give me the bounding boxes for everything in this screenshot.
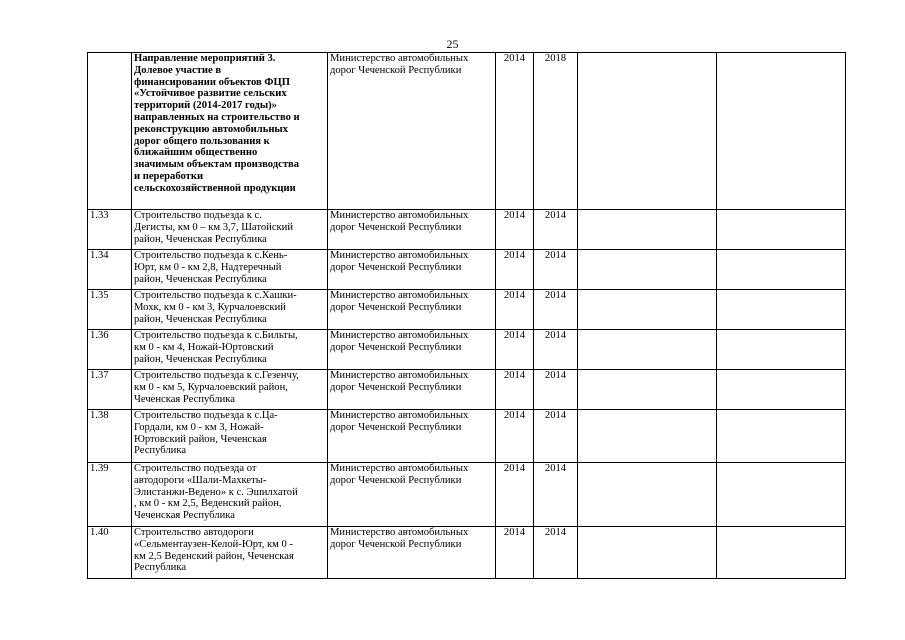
row-ministry: Министерство автомобильных дорог Чеченской Республики [328, 330, 496, 370]
row-number: 1.34 [88, 250, 132, 290]
row-empty-cell [578, 527, 717, 579]
row-empty-cell [717, 250, 846, 290]
row-number: 1.33 [88, 210, 132, 250]
table-row [88, 463, 846, 527]
row-number: 1.38 [88, 410, 132, 463]
row-number: 1.36 [88, 330, 132, 370]
row-empty-cell [578, 250, 717, 290]
row-number: 1.39 [88, 463, 132, 527]
row-number: 1.40 [88, 527, 132, 579]
table-row [88, 330, 846, 370]
row-start-year: 2014 [496, 370, 534, 410]
table-row [88, 53, 846, 210]
table-row [88, 410, 846, 463]
row-ministry: Министерство автомобильных дорог Чеченской Республики [328, 210, 496, 250]
row-end-year: 2014 [534, 527, 578, 579]
row-description: Строительство подъезда к с.Кень- Юрт, км 0 - км 2,8, Надтеречный район, Чеченская Республика [132, 250, 328, 290]
row-number [88, 53, 132, 210]
row-ministry: Министерство автомобильных дорог Чеченской Республики [328, 290, 496, 330]
row-empty-cell [717, 370, 846, 410]
row-description: Строительство подъезда к с.Ца- Гордали, км 0 - км 3, Ножай- Юртовский район, Чеченская Республика [132, 410, 328, 463]
row-description: Строительство подъезда к с. Дегисты, км 0 – км 3,7, Шатойский район, Чеченская Республика [132, 210, 328, 250]
table-row [88, 250, 846, 290]
row-ministry: Министерство автомобильных дорог Чеченской Республики [328, 370, 496, 410]
row-end-year: 2014 [534, 210, 578, 250]
row-end-year: 2014 [534, 370, 578, 410]
row-empty-cell [578, 53, 717, 210]
table-row [88, 210, 846, 250]
row-start-year: 2014 [496, 330, 534, 370]
row-ministry: Министерство автомобильных дорог Чеченской Республики [328, 250, 496, 290]
row-ministry: Министерство автомобильных дорог Чеченской Республики [328, 410, 496, 463]
row-end-year: 2014 [534, 290, 578, 330]
row-description: Строительство подъезда к с.Гезенчу, км 0 - км 5, Курчалоевский район, Чеченская Республика [132, 370, 328, 410]
row-start-year: 2014 [496, 463, 534, 527]
row-end-year: 2018 [534, 53, 578, 210]
table-row [88, 370, 846, 410]
page-number: 25 [446, 37, 459, 51]
row-empty-cell [717, 463, 846, 527]
row-number: 1.35 [88, 290, 132, 330]
table-row [88, 290, 846, 330]
row-end-year: 2014 [534, 330, 578, 370]
row-start-year: 2014 [496, 527, 534, 579]
row-empty-cell [717, 410, 846, 463]
row-description: Строительство подъезда к с.Бильты, км 0 - км 4, Ножай-Юртовский район, Чеченская Республика [132, 330, 328, 370]
table-body [88, 53, 846, 579]
row-empty-cell [717, 290, 846, 330]
row-start-year: 2014 [496, 53, 534, 210]
row-empty-cell [717, 330, 846, 370]
row-empty-cell [578, 463, 717, 527]
row-ministry: Министерство автомобильных дорог Чеченской Республики [328, 463, 496, 527]
row-empty-cell [578, 370, 717, 410]
row-empty-cell [717, 527, 846, 579]
row-ministry: Министерство автомобильных дорог Чеченской Республики [328, 53, 496, 210]
row-start-year: 2014 [496, 410, 534, 463]
measures-table [87, 52, 846, 579]
row-end-year: 2014 [534, 250, 578, 290]
row-empty-cell [578, 290, 717, 330]
row-start-year: 2014 [496, 290, 534, 330]
row-description: Строительство автодороги «Сельментаузен-Келой-Юрт, км 0 - км 2,5 Веденский район, Чеченская Республика [132, 527, 328, 579]
row-end-year: 2014 [534, 463, 578, 527]
table-row [88, 527, 846, 579]
row-description: Направление мероприятий 3. Долевое участие в финансировании объектов ФЦП «Устойчивое развитие сельских территорий (2014-2017 годы)» направленных на строительство и реконструкцию автомобильных дорог общего пользования к ближайшим общественно значимым объектам производства и переработки сельскохозяйственной продукции [132, 53, 328, 210]
row-empty-cell [717, 53, 846, 210]
row-empty-cell [578, 210, 717, 250]
row-description: Строительство подъезда к с.Хашки- Мохк, км 0 - км 3, Курчалоевский район, Чеченская Республика [132, 290, 328, 330]
row-start-year: 2014 [496, 210, 534, 250]
row-empty-cell [578, 410, 717, 463]
row-start-year: 2014 [496, 250, 534, 290]
row-empty-cell [717, 210, 846, 250]
row-end-year: 2014 [534, 410, 578, 463]
row-number: 1.37 [88, 370, 132, 410]
row-empty-cell [578, 330, 717, 370]
row-description: Строительство подъезда от автодороги «Шали-Махкеты- Элистанжи-Ведено» к с. Эшилхатой , км 0 - км 2,5, Веденский район, Чеченская Республика [132, 463, 328, 527]
row-ministry: Министерство автомобильных дорог Чеченской Республики [328, 527, 496, 579]
